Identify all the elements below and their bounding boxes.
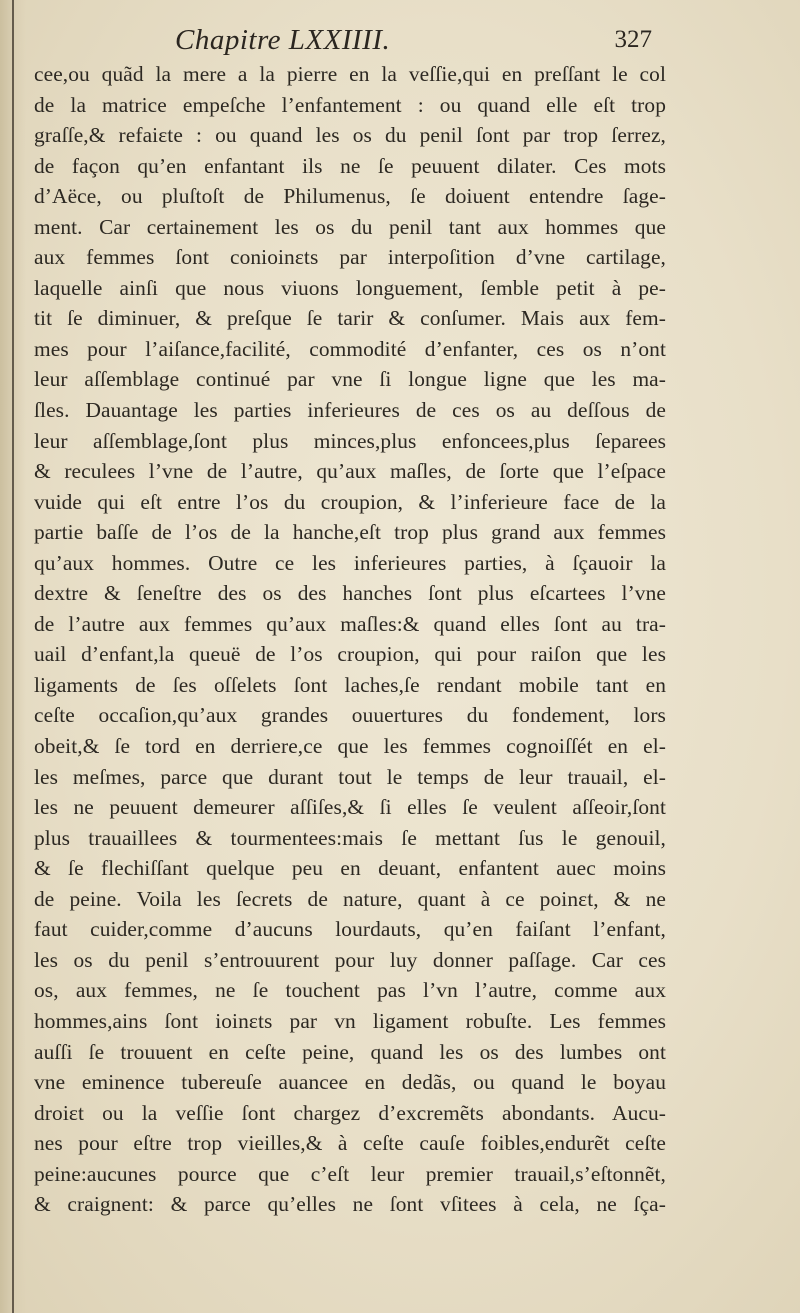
page-header [40,20,660,60]
text-line: d’Aëce, ou pluſtoſt de Philumenus, ſe doiuent entendre ſage- [34,184,666,209]
text-line: de peine. Voila les ſecrets de nature, quant à ce poinɛt, & ne [34,886,666,911]
text-line: de la matrice empeſche l’enfantement : ou quand elle eſt trop [34,92,666,117]
binding-edge [12,0,14,1313]
text-line: droiɛt ou la veſſie ſont chargez d’excremẽts abondants. Aucu- [34,1100,666,1125]
text-line: dextre & ſeneſtre des os des hanches ſont plus eſcartees l’vne [34,581,666,606]
text-line: graſſe,& refaiɛte : ou quand les os du penil ſont par trop ſerrez, [34,123,666,148]
text-line: ceſte occaſion,qu’aux grandes ouuertures du fondement, lors [34,703,666,728]
text-line: leur aſſemblage,ſont plus minces,plus enfoncees,plus ſeparees [34,428,666,453]
text-line: nes pour eſtre trop vieilles,& à ceſte cauſe foibles,endurẽt ceſte [34,1131,666,1156]
text-line: & reculees l’vne de l’autre, qu’aux maſles, de ſorte que l’eſpace [34,459,666,484]
running-title: Chapitre LXXIIII. [175,24,391,56]
text-line: les meſmes, parce que durant tout le temps de leur trauail, el- [34,764,666,789]
text-line: laquelle ainſi que nous viuons longuement, ſemble petit à pe- [34,275,666,300]
text-line: uail d’enfant,la queuë de l’os croupion, qui pour raiſon que les [34,642,666,667]
text-line: ment. Car certainement les os du penil tant aux hommes que [34,214,666,239]
text-line: qu’aux hommes. Outre ce les inferieures parties, à ſçauoir la [34,550,666,575]
text-line: les ne peuuent demeurer aſſiſes,& ſi elles ſe veulent aſſeoir,ſont [34,795,666,820]
text-line: mes pour l’aiſance,facilité, commodité d’enfanter, ces os n’ont [34,336,666,361]
body-text [34,59,666,1220]
text-line: hommes,ains ſont ioinɛts par vn ligament robuſte. Les femmes [34,1008,666,1033]
text-line: de façon qu’en enfantant ils ne ſe peuuent dilater. Ces mots [34,153,666,178]
text-line: plus trauaillees & tourmentees:mais ſe mettant ſus le genouil, [34,825,666,850]
text-line: leur aſſemblage continué par vne ſi longue ligne que les ma- [34,367,666,392]
text-line: os, aux femmes, ne ſe touchent pas l’vn l’autre, comme aux [34,978,666,1003]
text-line: les os du penil s’entrouurent pour luy donner paſſage. Car ces [34,947,666,972]
text-line: ſles. Dauantage les parties inferieures de ces os au deſſous de [34,398,666,423]
page-number: 327 [614,26,652,53]
text-line: de l’autre aux femmes qu’aux maſles:& quand elles ſont au tra- [34,611,666,636]
text-line: aux femmes ſont conioinɛts par interpoſition d’vne cartilage, [34,245,666,270]
text-line: & craignent: & parce qu’elles ne ſont vſitees à cela, ne ſça- [34,1192,666,1217]
text-line: & ſe flechiſſant quelque peu en deuant, enfantent auec moins [34,856,666,881]
text-line: vne eminence tubereuſe auancee en dedãs, ou quand le boyau [34,1070,666,1095]
text-line: auſſi ſe trouuent en ceſte peine, quand les os des lumbes ont [34,1039,666,1064]
text-line: peine:aucunes pource que c’eſt leur premier trauail,s’eſtonnẽt, [34,1161,666,1186]
text-line: tit ſe diminuer, & preſque ſe tarir & conſumer. Mais aux fem- [34,306,666,331]
text-line: ligaments de ſes oſſelets ſont laches,ſe rendant mobile tant en [34,672,666,697]
text-line: faut cuider,comme d’aucuns lourdauts, qu’en faiſant l’enfant, [34,917,666,942]
text-line: obeit,& ſe tord en derriere,ce que les femmes cognoiſſét en el- [34,734,666,759]
text-line: partie baſſe de l’os de la hanche,eſt trop plus grand aux femmes [34,520,666,545]
text-line: vuide qui eſt entre l’os du croupion, & l’inferieure face de la [34,489,666,514]
text-line: cee,ou quãd la mere a la pierre en la veſſie,qui en preſſant le col [34,62,666,86]
